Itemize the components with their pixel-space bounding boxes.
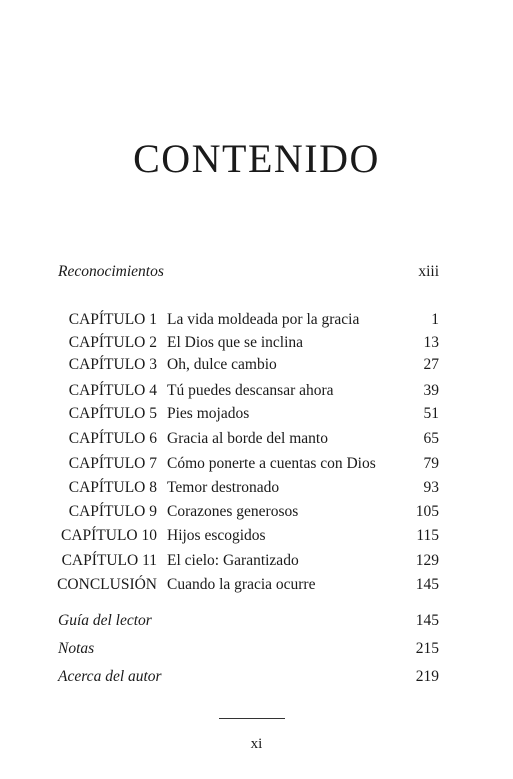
toc-entry-chapter-5	[0, 403, 513, 425]
chapter-page: 65	[423, 430, 439, 447]
chapter-title: Oh, dulce cambio	[167, 356, 277, 373]
toc-entry-chapter-4	[0, 380, 513, 402]
toc-entry-about-author	[0, 666, 513, 688]
folio-rule	[219, 718, 285, 719]
toc-entry-title: Guía del lector	[58, 612, 152, 629]
chapter-title: Gracia al borde del manto	[167, 430, 328, 447]
chapter-title: Temor destronado	[167, 479, 280, 496]
toc-entry-conclusion	[0, 574, 513, 596]
toc-entry-chapter-11	[0, 550, 513, 572]
chapter-title: Corazones generosos	[167, 503, 299, 520]
chapter-title: El cielo: Garantizado	[167, 552, 299, 569]
toc-entry-page: 145	[415, 612, 439, 629]
toc-entry-notes	[0, 638, 513, 660]
chapter-title: Cómo ponerte a cuentas con Dios	[167, 455, 376, 472]
toc-entry-chapter-3	[0, 354, 513, 376]
chapter-label: CAPÍTULO 6	[68, 430, 157, 447]
chapter-label: CAPÍTULO 3	[68, 356, 157, 373]
chapter-page: 115	[416, 527, 439, 544]
chapter-title: La vida moldeada por la gracia	[167, 311, 360, 328]
toc-entry-readers-guide	[0, 610, 513, 632]
chapter-label: CAPÍTULO 10	[60, 527, 157, 544]
chapter-page: 27	[423, 356, 439, 373]
chapter-page: 79	[423, 455, 439, 472]
toc-entry-page: 215	[415, 640, 439, 657]
page-title: CONTENIDO	[133, 136, 380, 181]
chapter-label: CAPÍTULO 1	[68, 311, 157, 328]
toc-entry-chapter-2	[0, 332, 513, 354]
chapter-label: CAPÍTULO 2	[68, 333, 157, 351]
chapter-title: Tú puedes descansar ahora	[167, 382, 334, 399]
toc-entry-page: 219	[415, 668, 439, 685]
toc-entry-chapter-8	[0, 477, 513, 499]
chapter-page: 145	[415, 576, 439, 593]
chapter-label: CAPÍTULO 8	[68, 479, 157, 496]
chapter-page: 1	[431, 311, 439, 328]
toc-entry-title: Reconocimientos	[58, 263, 164, 280]
chapter-page: 39	[423, 382, 439, 399]
toc-entry-chapter-6	[0, 428, 513, 450]
toc-entry-page: xiii	[418, 263, 439, 280]
chapter-title: El Dios que se inclina	[167, 333, 304, 351]
chapter-page: 105	[415, 503, 439, 520]
chapter-page: 13	[423, 333, 439, 351]
chapter-page: 129	[415, 552, 439, 569]
chapter-label: CAPÍTULO 5	[68, 405, 157, 422]
chapter-label: CAPÍTULO 7	[68, 455, 157, 472]
chapter-title: Cuando la gracia ocurre	[167, 576, 316, 593]
chapter-page: 51	[423, 405, 439, 422]
chapter-page: 93	[423, 479, 439, 496]
chapter-label: CAPÍTULO 11	[61, 552, 157, 569]
chapter-title: Pies mojados	[167, 405, 250, 422]
toc-entry-chapter-1	[0, 309, 513, 331]
chapter-label: CAPÍTULO 4	[68, 382, 157, 399]
toc-entry-chapter-9	[0, 501, 513, 523]
toc-entry-acknowledgments	[0, 261, 513, 283]
chapter-label: CONCLUSIÓN	[57, 576, 157, 593]
toc-entry-title: Acerca del autor	[58, 668, 162, 685]
toc-entry-chapter-10	[0, 525, 513, 547]
chapter-title: Hijos escogidos	[167, 527, 266, 544]
toc-entry-chapter-7	[0, 453, 513, 475]
toc-entry-title: Notas	[58, 640, 95, 657]
chapter-label: CAPÍTULO 9	[68, 503, 157, 520]
page-number: xi	[250, 736, 263, 752]
